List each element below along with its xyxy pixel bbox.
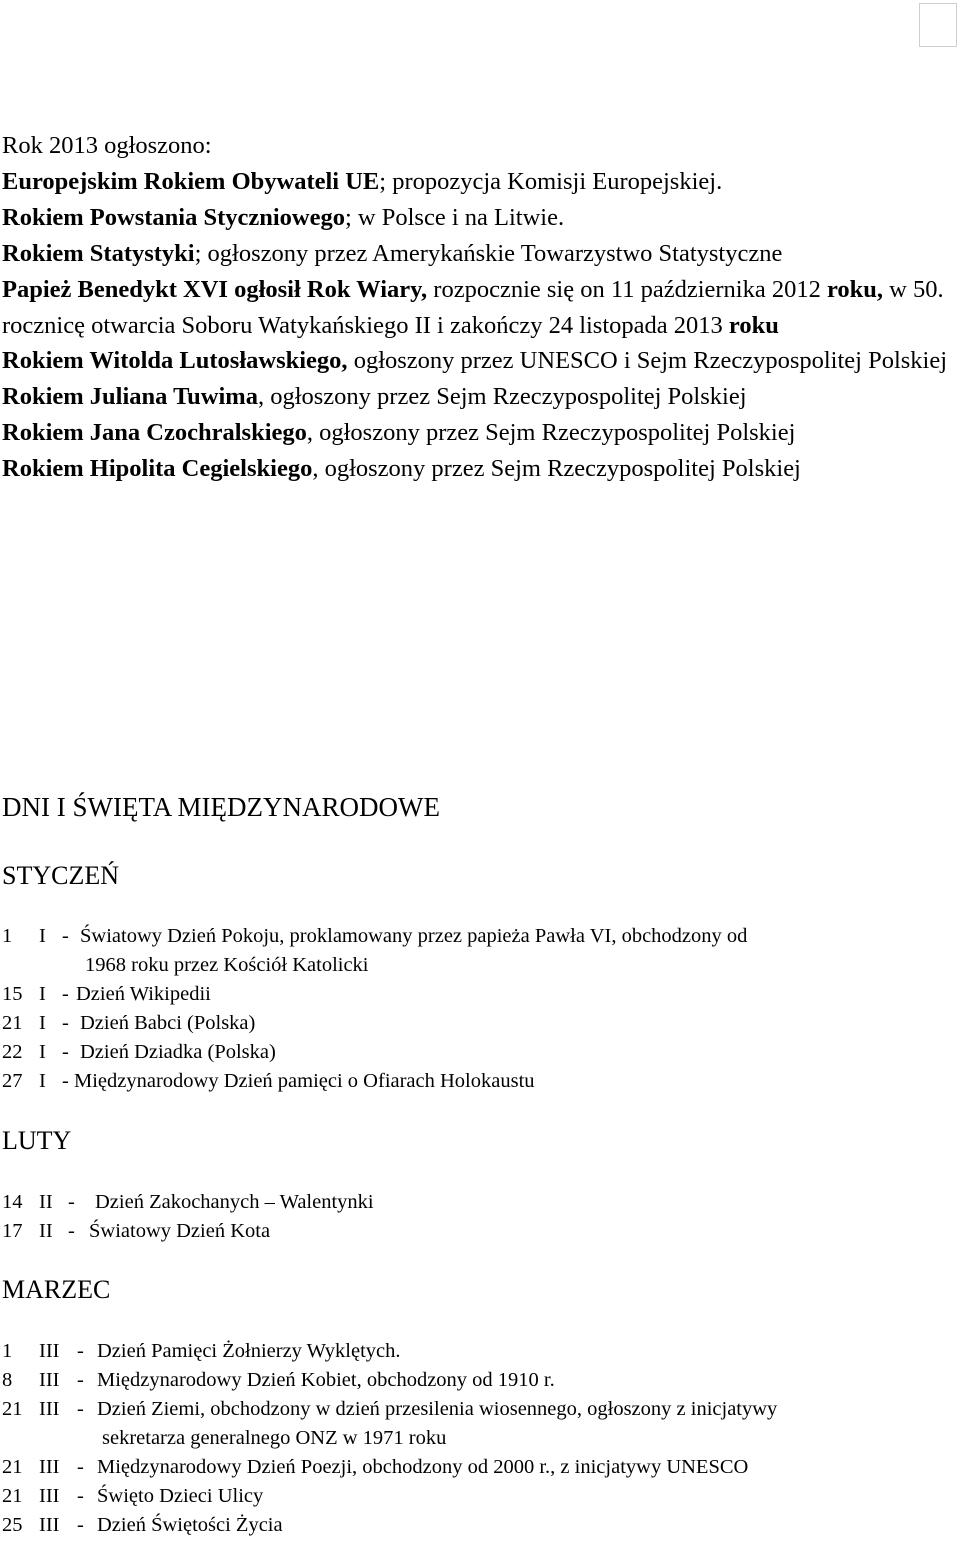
day-entry: 1 I - Światowy Dzień Pokoju, proklamowany przez papieża Pawła VI, obchodzony od 1968 roku przez Kościół Katolicki (2, 925, 748, 976)
intro-item: Rokiem Statystyki; ogłoszony przez Amerykańskie Towarzystwo Statystyczne (2, 239, 783, 267)
month-heading-luty: LUTY (2, 1126, 72, 1155)
page-corner-box (919, 3, 957, 47)
intro-item: Rokiem Powstania Styczniowego; w Polsce i na Litwie. (2, 203, 565, 231)
intro-heading: Rok 2013 ogłoszono: (2, 132, 212, 159)
intro-item: Rokiem Jana Czochralskiego, ogłoszony przez Sejm Rzeczypospolitej Polskiej (2, 419, 796, 447)
month-heading-styczen: STYCZEŃ (2, 861, 119, 890)
intro-item: Rokiem Witolda Lutosławskiego, ogłoszony przez UNESCO i Sejm Rzeczypospolitej Polskiej (2, 347, 948, 375)
day-entry: 17 II - Światowy Dzień Kota (2, 1220, 271, 1242)
day-entry: 21 III - Święto Dzieci Ulicy (2, 1485, 264, 1507)
month-heading-marzec: MARZEC (2, 1275, 111, 1304)
day-entry: 25 III - Dzień Świętości Życia (2, 1514, 283, 1536)
day-entry: 15 I - Dzień Wikipedii (2, 983, 211, 1005)
month-entries-styczen (2, 922, 952, 1096)
day-entry: 21 III - Dzień Ziemi, obchodzony w dzień przesilenia wiosennego, ogłoszony z inicjatywy sekretarza generalnego ONZ w 1971 roku (2, 1398, 778, 1449)
intro-item: Rokiem Hipolita Cegielskiego, ogłoszony przez Sejm Rzeczypospolitej Polskiej (2, 455, 801, 483)
month-entries-luty (2, 1188, 952, 1246)
section-title: DNI I ŚWIĘTA MIĘDZYNARODOWE (2, 792, 441, 822)
day-entry: 8 III - Międzynarodowy Dzień Kobiet, obchodzony od 1910 r. (2, 1369, 555, 1391)
intro-block (2, 128, 952, 487)
intro-papiez: Papież Benedykt XVI ogłosił Rok Wiary, rozpocznie się on 11 października 2012 roku, w 50. rocznicę otwarcia Soboru Watykańskiego II i zakończy 24 listopada 2013 roku (2, 275, 944, 339)
month-entries-marzec (2, 1337, 952, 1540)
day-entry: 1 III - Dzień Pamięci Żołnierzy Wyklętych. (2, 1340, 401, 1362)
day-entry: 14 II - Dzień Zakochanych – Walentynki (2, 1191, 374, 1213)
intro-item: Rokiem Juliana Tuwima, ogłoszony przez Sejm Rzeczypospolitej Polskiej (2, 383, 747, 411)
day-entry: 21 I - Dzień Babci (Polska) (2, 1012, 256, 1034)
day-entry: 22 I - Dzień Dziadka (Polska) (2, 1041, 276, 1063)
intro-item: Europejskim Rokiem Obywateli UE; propozycja Komisji Europejskiej. (2, 167, 723, 195)
day-entry: 21 III - Międzynarodowy Dzień Poezji, obchodzony od 2000 r., z inicjatywy UNESCO (2, 1456, 749, 1478)
day-entry: 27 I - Międzynarodowy Dzień pamięci o Ofiarach Holokaustu (2, 1070, 535, 1092)
